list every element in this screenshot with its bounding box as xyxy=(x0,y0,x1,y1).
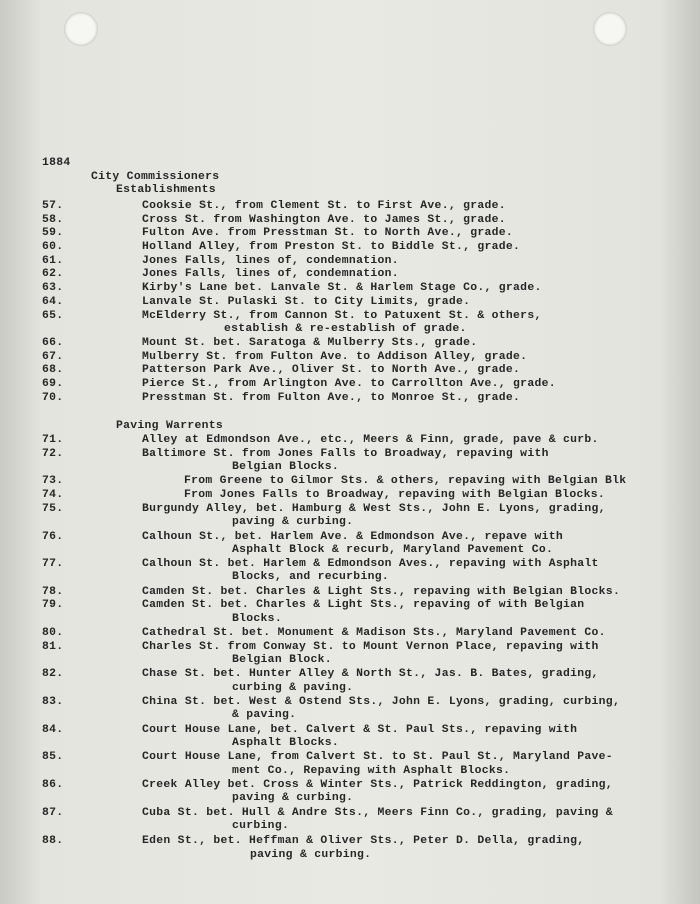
entry-text: Presstman St. from Fulton Ave., to Monroe St., grade. xyxy=(142,392,521,404)
entry-number: 66. xyxy=(42,337,64,349)
entry-number: 72. xyxy=(42,448,64,460)
entry-text: Calhoun St. bet. Harlem & Edmondson Aves., repaving with Asphalt xyxy=(142,558,599,570)
entry-text: Camden St. bet. Charles & Light Sts., repaving with Belgian Blocks. xyxy=(142,586,621,598)
entry-number: 62. xyxy=(42,268,64,280)
entry-text: Eden St., bet. Heffman & Oliver Sts., Peter D. Della, grading, xyxy=(142,835,585,847)
entry-number: 64. xyxy=(42,296,64,308)
entry-text-continuation: Blocks. xyxy=(232,613,282,625)
entry-text: Cooksie St., from Clement St. to First Ave., grade. xyxy=(142,200,506,212)
entry-text: Chase St. bet. Hunter Alley & North St., Jas. B. Bates, grading, xyxy=(142,668,599,680)
entry-text: Calhoun St., bet. Harlem Ave. & Edmondson Ave., repave with xyxy=(142,531,563,543)
entry-number: 85. xyxy=(42,751,64,763)
year-label: 1884 xyxy=(42,157,71,169)
entry-text-continuation: ment Co., Repaving with Asphalt Blocks. xyxy=(232,765,511,777)
entry-text: Cuba St. bet. Hull & Andre Sts., Meers Finn Co., grading, paving & xyxy=(142,807,613,819)
entry-text-continuation: Asphalt Blocks. xyxy=(232,737,340,749)
entry-text: Patterson Park Ave., Oliver St. to North Ave., grade. xyxy=(142,364,521,376)
entry-text: Court House Lane, bet. Calvert & St. Paul Sts., repaving with xyxy=(142,724,578,736)
entry-text-continuation: curbing. xyxy=(232,820,290,832)
entry-text: Alley at Edmondson Ave., etc., Meers & Finn, grade, pave & curb. xyxy=(142,434,599,446)
entry-text-continuation: curbing & paving. xyxy=(232,682,354,694)
entry-number: 74. xyxy=(42,489,64,501)
entry-number: 65. xyxy=(42,310,64,322)
entry-text: Mulberry St. from Fulton Ave. to Addison Alley, grade. xyxy=(142,351,528,363)
entry-number: 60. xyxy=(42,241,64,253)
entry-text: Lanvale St. Pulaski St. to City Limits, grade. xyxy=(142,296,471,308)
entry-text-continuation: Blocks, and recurbing. xyxy=(232,571,389,583)
entry-number: 83. xyxy=(42,696,64,708)
entry-number: 80. xyxy=(42,627,64,639)
entry-number: 81. xyxy=(42,641,64,653)
department-heading: City Commissioners xyxy=(91,171,220,183)
punch-hole-right xyxy=(593,12,627,46)
entry-number: 82. xyxy=(42,668,64,680)
entry-number: 75. xyxy=(42,503,64,515)
entry-number: 67. xyxy=(42,351,64,363)
entry-number: 76. xyxy=(42,531,64,543)
entry-text-continuation: Belgian Blocks. xyxy=(232,461,340,473)
entry-number: 84. xyxy=(42,724,64,736)
entry-number: 87. xyxy=(42,807,64,819)
entry-text-continuation: paving & curbing. xyxy=(232,516,354,528)
section-heading: Paving Warrents xyxy=(116,420,224,432)
entry-number: 63. xyxy=(42,282,64,294)
punch-hole-left xyxy=(64,12,98,46)
entry-number: 88. xyxy=(42,835,64,847)
entry-text-continuation: Asphalt Block & recurb, Maryland Pavement Co. xyxy=(232,544,554,556)
entry-number: 86. xyxy=(42,779,64,791)
entry-text: Holland Alley, from Preston St. to Biddle St., grade. xyxy=(142,241,521,253)
entry-text: Mount St. bet. Saratoga & Mulberry Sts., grade. xyxy=(142,337,478,349)
entry-text: From Greene to Gilmor Sts. & others, repaving with Belgian Blk xyxy=(184,475,627,487)
entry-text: Fulton Ave. from Presstman St. to North Ave., grade. xyxy=(142,227,514,239)
entry-text-continuation: paving & curbing. xyxy=(232,792,354,804)
entry-number: 57. xyxy=(42,200,64,212)
entry-text: Jones Falls, lines of, condemnation. xyxy=(142,268,399,280)
entry-number: 58. xyxy=(42,214,64,226)
entry-text: China St. bet. West & Ostend Sts., John E. Lyons, grading, curbing, xyxy=(142,696,621,708)
entry-text: Burgundy Alley, bet. Hamburg & West Sts., John E. Lyons, grading, xyxy=(142,503,606,515)
entry-text: Camden St. bet. Charles & Light Sts., repaving of with Belgian xyxy=(142,599,585,611)
entry-number: 68. xyxy=(42,364,64,376)
entry-text-continuation: paving & curbing. xyxy=(250,849,372,861)
entry-text: Charles St. from Conway St. to Mount Vernon Place, repaving with xyxy=(142,641,599,653)
entry-text: Creek Alley bet. Cross & Winter Sts., Patrick Reddington, grading, xyxy=(142,779,613,791)
entry-text-continuation: establish & re-establish of grade. xyxy=(224,323,467,335)
entry-text-continuation: & paving. xyxy=(232,709,297,721)
entry-number: 69. xyxy=(42,378,64,390)
entry-number: 59. xyxy=(42,227,64,239)
entry-number: 78. xyxy=(42,586,64,598)
entry-text: From Jones Falls to Broadway, repaving with Belgian Blocks. xyxy=(184,489,605,501)
section-heading: Establishments xyxy=(116,184,216,196)
entry-text: Pierce St., from Arlington Ave. to Carrollton Ave., grade. xyxy=(142,378,556,390)
entry-number: 77. xyxy=(42,558,64,570)
entry-number: 70. xyxy=(42,392,64,404)
entry-text: Jones Falls, lines of, condemnation. xyxy=(142,255,399,267)
entry-text: Court House Lane, from Calvert St. to St. Paul St., Maryland Pave- xyxy=(142,751,613,763)
entry-text: McElderry St., from Cannon St. to Patuxent St. & others, xyxy=(142,310,542,322)
entry-text: Cross St. from Washington Ave. to James St., grade. xyxy=(142,214,506,226)
entry-number: 61. xyxy=(42,255,64,267)
entry-number: 79. xyxy=(42,599,64,611)
entry-number: 73. xyxy=(42,475,64,487)
entry-number: 71. xyxy=(42,434,64,446)
entry-text: Kirby's Lane bet. Lanvale St. & Harlem Stage Co., grade. xyxy=(142,282,542,294)
entry-text-continuation: Belgian Block. xyxy=(232,654,332,666)
entry-text: Cathedral St. bet. Monument & Madison Sts., Maryland Pavement Co. xyxy=(142,627,606,639)
entry-text: Baltimore St. from Jones Falls to Broadway, repaving with xyxy=(142,448,549,460)
